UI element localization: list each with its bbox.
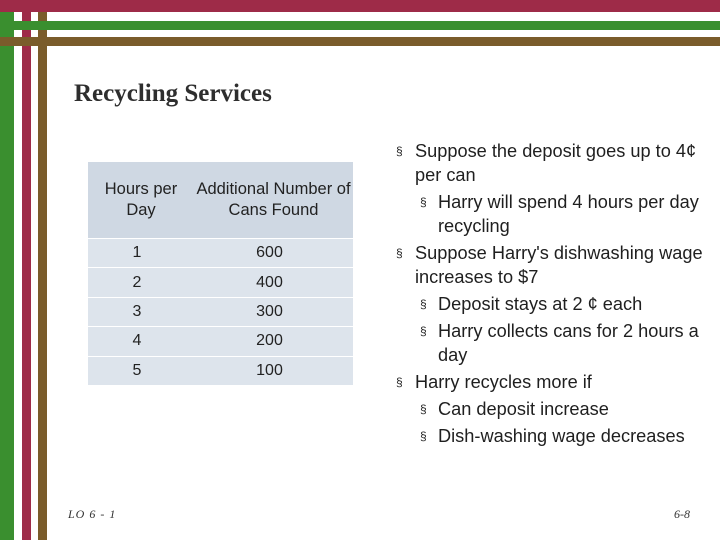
bullet-text: Harry collects cans for 2 hours a day	[438, 321, 699, 365]
bullet-text: Dish-washing wage decreases	[438, 426, 685, 446]
sub-bullet-item	[388, 319, 713, 367]
bullet-marker-icon: §	[396, 375, 403, 389]
frame-bar-green-top	[0, 21, 720, 30]
bullet-marker-icon: §	[396, 144, 403, 158]
bullet-text: Deposit stays at 2 ¢ each	[438, 294, 643, 314]
table-row	[88, 268, 353, 297]
table-cell-cans: 600	[194, 239, 353, 268]
sub-bullet-item	[388, 397, 713, 421]
sub-bullet-item	[388, 292, 713, 316]
table-row	[88, 239, 353, 268]
bullet-marker-icon: §	[420, 195, 427, 209]
table-cell-cans: 100	[194, 356, 353, 385]
frame-bar-green-vertical	[0, 0, 14, 540]
table-cell-hours: 3	[88, 297, 194, 326]
table-cell-hours: 5	[88, 356, 194, 385]
bullet-marker-icon: §	[420, 324, 427, 338]
sub-bullet-item	[388, 424, 713, 448]
table-cell-hours: 4	[88, 327, 194, 356]
bullet-text: Suppose Harry's dishwashing wage increases to $7	[415, 243, 703, 287]
bullet-text: Suppose the deposit goes up to 4¢ per can	[415, 141, 697, 185]
bullet-list	[388, 139, 713, 451]
frame-bar-maroon-top	[0, 0, 720, 12]
frame-bar-olive-vertical	[38, 0, 47, 540]
cans-table	[88, 162, 353, 385]
bullet-marker-icon: §	[396, 246, 403, 260]
sub-bullet-item	[388, 190, 713, 238]
frame-bar-olive-top	[0, 37, 720, 46]
table-row	[88, 297, 353, 326]
bullet-text: Harry will spend 4 hours per day recycling	[438, 192, 699, 236]
bullet-text: Harry recycles more if	[415, 372, 592, 392]
table-cell-cans: 300	[194, 297, 353, 326]
bullet-item	[388, 370, 713, 394]
table-cell-cans: 200	[194, 327, 353, 356]
bullet-item	[388, 139, 713, 187]
frame-bar-maroon-vertical	[22, 0, 31, 540]
table-cell-cans: 400	[194, 268, 353, 297]
slide-number: 6-8	[674, 507, 690, 521]
column-header-cans: Additional Number of Cans Found	[194, 162, 353, 239]
table-cell-hours: 2	[88, 268, 194, 297]
table-row	[88, 327, 353, 356]
bullet-marker-icon: §	[420, 402, 427, 416]
table-row	[88, 356, 353, 385]
bullet-marker-icon: §	[420, 297, 427, 311]
learning-objective-label: LO 6 - 1	[68, 507, 117, 521]
table-header-row	[88, 162, 353, 239]
table-cell-hours: 1	[88, 239, 194, 268]
bullet-item	[388, 241, 713, 289]
bullet-marker-icon: §	[420, 429, 427, 443]
column-header-hours: Hours per Day	[88, 162, 194, 239]
bullet-text: Can deposit increase	[438, 399, 609, 419]
slide-title: Recycling Services	[74, 80, 272, 107]
